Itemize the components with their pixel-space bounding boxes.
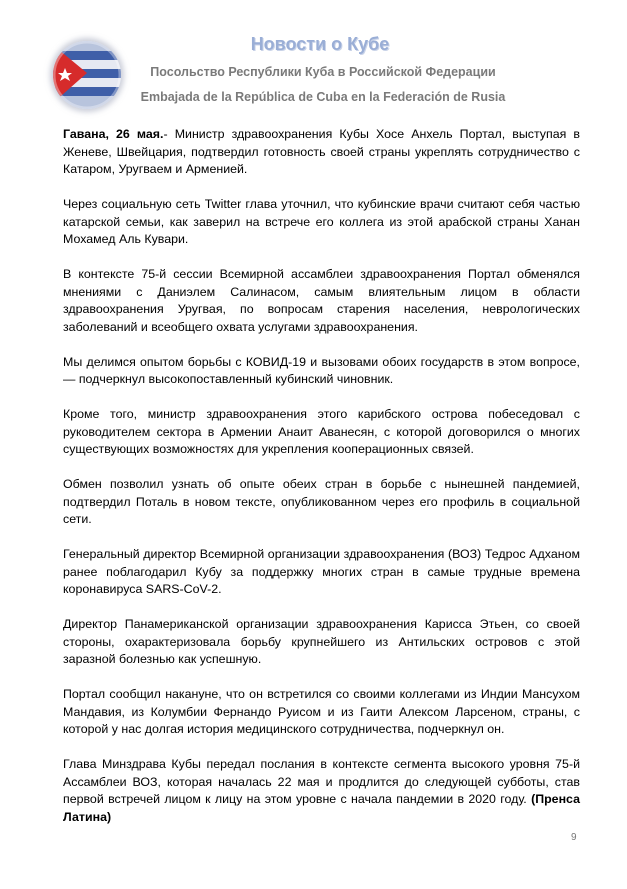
paragraph-3: В контексте 75-й сессии Всемирной ассамблеи здравоохранения Портал обменялся мнениями с Даниэлем Салинасом, самым влиятельным лицом в области здравоохранения Уругвая, по вопросам старения населения, неврологических заболеваний и всеобщего охвата услугами здравоохранения. bbox=[63, 267, 580, 334]
paragraph-9: Портал сообщил накануне, что он встретился со своими коллегами из Индии Мансухом Мандавия, из Колумбии Фернандо Руисом и из Гаити Алексом Ларсеном, страны, с которой у нас долгая история медицинского сотрудничества, подчеркнул он. bbox=[63, 687, 580, 736]
paragraph-7: Генеральный директор Всемирной организации здравоохранения (ВОЗ) Тедрос Адханом ранее поблагодарил Кубу за поддержку многих стран в самые трудные времена коронавируса SARS-CoV-2. bbox=[63, 547, 580, 596]
paragraph-1-text: - Министр здравоохранения Кубы Хосе Анхель Портал, выступая в Женеве, Швейцария, подтвердил готовность своей страны укреплять сотрудничество с Катаром, Уругваем и Арменией. bbox=[63, 127, 580, 176]
paragraph-8: Директор Панамериканской организации здравоохранения Карисса Этьен, со своей стороны, охарактеризовала борьбу крупнейшего из Антильских островов с этой заразной болезнью как успешную. bbox=[63, 617, 580, 666]
page-number: 9 bbox=[571, 832, 577, 843]
embassy-name-ru: Посольство Республики Куба в Российской Федерации bbox=[150, 65, 496, 79]
paragraph-5: Кроме того, министр здравоохранения этого карибского острова побеседовал с руководителем сектора в Армении Анаит Аванесян, с которой договорился о многих существующих возможностях для укрепления кооперационных связей. bbox=[63, 407, 580, 456]
article-body bbox=[63, 126, 580, 844]
news-source: (Пренса Латина) bbox=[63, 792, 580, 824]
dateline: Гавана, 26 мая. bbox=[63, 127, 164, 141]
embassy-name-es: Embajada de la República de Cuba en la Federación de Rusia bbox=[140, 90, 506, 104]
newsletter-title: Новости о Кубе bbox=[250, 34, 390, 54]
paragraph-10 bbox=[63, 756, 580, 826]
paragraph-10-text: Глава Минздрава Кубы передал послания в контексте сегмента высокого уровня 75-й Ассамблеи ВОЗ, которая началась 22 мая и продлится до следующей субботы, став первой встречей лицом к лицу на этом уровне с начала пандемии в 2020 году. bbox=[63, 757, 580, 806]
paragraph-4: Мы делимся опытом борьбы с КОВИД-19 и вызовами обоих государств в этом вопросе, — подчеркнул высокопоставленный кубинский чиновник. bbox=[63, 354, 580, 386]
page-header bbox=[0, 0, 627, 118]
paragraph-6: Обмен позволил узнать об опыте обеих стран в борьбе с нынешней пандемией, подтвердил Поталь в новом тексте, опубликованном через его профиль в социальной сети. bbox=[63, 477, 580, 526]
paragraph-1 bbox=[63, 126, 580, 179]
paragraph-2: Через социальную сеть Twitter глава уточнил, что кубинские врачи считают себя частью катарской семьи, как заверил на встрече его коллега из этой арабской страны Ханан Мохамед Аль Кувари. bbox=[63, 197, 580, 246]
